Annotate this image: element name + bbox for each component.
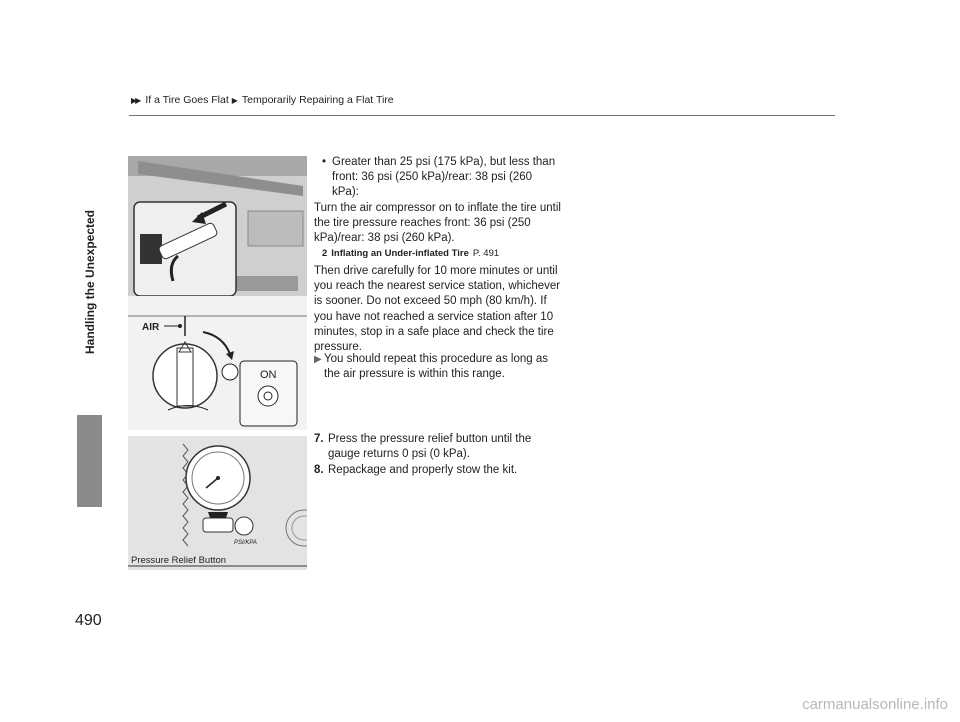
instruction-paragraph-1: Turn the air compressor on to inflate the tire until the tire pressure reaches front: 36 psi (250 kPa)/rear: 38 psi (260 kPa). bbox=[314, 202, 561, 245]
reference-icon: 2 bbox=[322, 248, 328, 259]
watermark: carmanualsonline.info bbox=[802, 696, 948, 713]
air-label: AIR bbox=[142, 322, 160, 333]
side-tab-marker bbox=[77, 415, 102, 507]
side-section-label: Handling the Unexpected bbox=[83, 209, 97, 355]
psi-kpa-label: PSI/KPA bbox=[234, 540, 257, 546]
reference-page: P. 491 bbox=[472, 248, 500, 259]
note-arrow-icon: ▶ bbox=[314, 354, 322, 365]
step-number: 8. bbox=[314, 464, 324, 476]
on-label: ON bbox=[260, 369, 277, 381]
breadcrumb bbox=[131, 94, 394, 106]
bullet-text: Greater than 25 psi (175 kPa), but less than front: 36 psi (250 kPa)/rear: 38 psi (260 kPa): bbox=[332, 156, 556, 199]
bullet-item bbox=[322, 155, 562, 201]
gauge-illustration bbox=[128, 436, 307, 570]
arrow-icon: ▶ bbox=[231, 95, 236, 105]
step-text: Press the pressure relief button until the gauge returns 0 psi (0 kPa). bbox=[328, 433, 532, 461]
step-number: 7. bbox=[314, 433, 324, 445]
cross-reference[interactable] bbox=[322, 248, 499, 259]
reference-title[interactable]: Inflating an Under-inflated Tire bbox=[331, 248, 469, 259]
compressor-illustration bbox=[128, 156, 307, 430]
step-item bbox=[314, 432, 564, 462]
instruction-paragraph-2: Then drive carefully for 10 more minutes or until you reach the nearest service station, whichever is sooner. Do not exceed 50 mph (80 km/h). If you have not reached a service station after 10 minutes, stop in a safe place and check the tire pressure. bbox=[314, 265, 561, 354]
step-item bbox=[314, 463, 564, 478]
pressure-relief-caption: Pressure Relief Button bbox=[131, 555, 227, 566]
step-text: Repackage and properly stow the kit. bbox=[328, 464, 518, 476]
note-text: You should repeat this procedure as long as the air pressure is within this range. bbox=[324, 353, 548, 381]
breadcrumb-section: If a Tire Goes Flat bbox=[145, 94, 229, 106]
double-arrow-icon: ▶▶ bbox=[131, 95, 140, 105]
bullet-dot: • bbox=[322, 156, 327, 168]
breadcrumb-topic: Temporarily Repairing a Flat Tire bbox=[241, 94, 394, 106]
header-rule bbox=[129, 115, 835, 116]
page-number: 490 bbox=[75, 612, 102, 629]
note-item bbox=[314, 352, 564, 382]
